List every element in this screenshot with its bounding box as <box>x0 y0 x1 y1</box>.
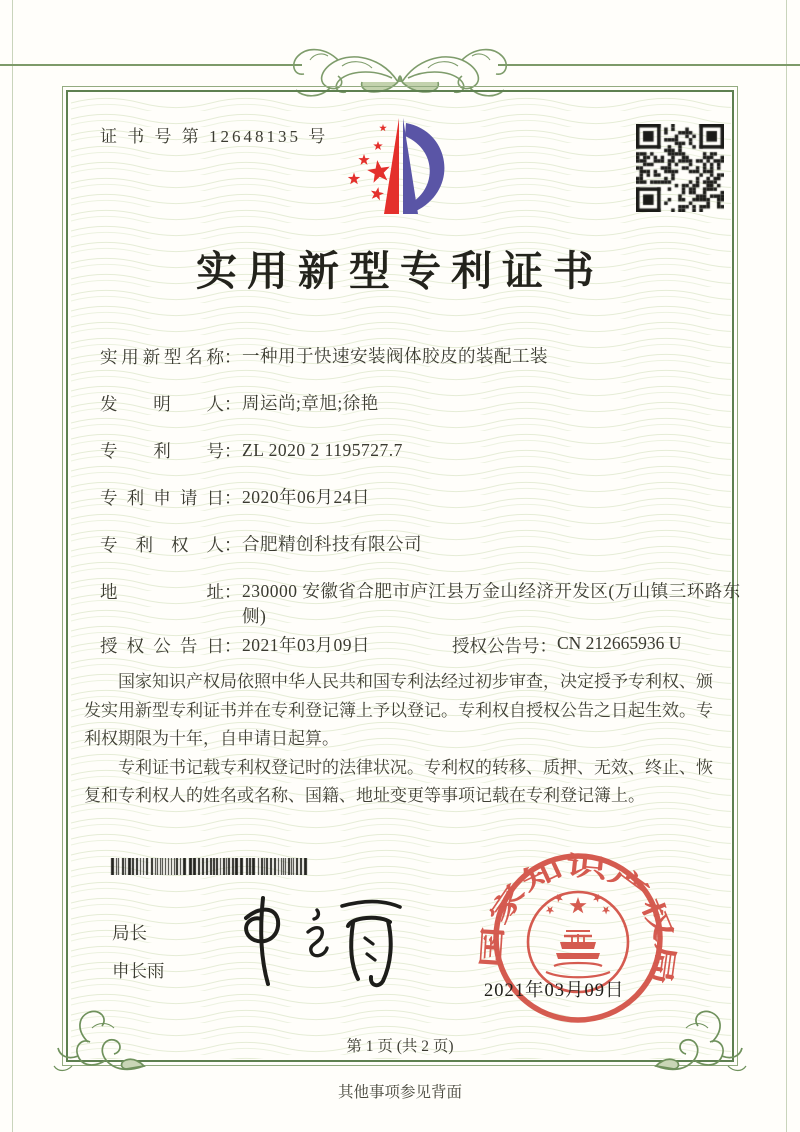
logo-spire-red <box>384 118 399 214</box>
cnipa-logo <box>333 110 473 234</box>
field-utility-model-name: 实用新型名称 ： 一种用于快速安装阀体胶皮的装配工装 <box>100 344 742 369</box>
field-patent-number: 专利号 ： ZL 2020 2 1195727.7 <box>100 438 742 463</box>
field-value: 一种用于快速安装阀体胶皮的装配工装 <box>242 346 548 366</box>
director-title: 局长 <box>112 923 147 943</box>
field-grant-date: 授权公告日 ： 2021年03月09日 <box>100 633 742 658</box>
field-label: 发明人 <box>100 394 224 414</box>
official-seal <box>476 846 680 1030</box>
certificate-number: 证 书 号 第 12648135 号 <box>100 127 329 146</box>
legal-paragraph-2: 专利证书记载专利权登记时的法律状况。专利权的转移、质押、无效、终止、恢复和专利权人的姓名或名称、国籍、地址变更等事项记载在专利登记簿上。 <box>84 757 713 805</box>
field-label: 专利申请日 <box>100 488 224 508</box>
svg-text:国家知识产权局 <box>477 851 680 987</box>
field-value: 2021年03月09日 <box>242 635 370 655</box>
seal-text: 国家知识产权局 <box>476 851 680 972</box>
legal-paragraph-1: 国家知识产权局依照中华人民共和国专利法经过初步审查，决定授予专利权、颁发实用新型专利证书并在专利登记簿上予以登记。专利权自授权公告之日起生效。专利权期限为十年，自申请日起算。 <box>84 672 713 748</box>
director-signature <box>222 886 417 994</box>
issue-date: 2021年03月09日 <box>484 981 625 1001</box>
field-label: 授权公告日 <box>100 636 224 656</box>
legal-text <box>84 668 726 811</box>
page-number: 第 1 页 (共 2 页) <box>346 1038 454 1055</box>
field-label: 授权公告号 <box>452 636 540 656</box>
director-block <box>112 914 165 990</box>
director-name: 申长雨 <box>112 961 165 981</box>
field-inventors: 发明人 ： 周运尚;章旭;徐艳 <box>100 391 742 416</box>
certificate-title: 实用新型专利证书 <box>196 248 604 294</box>
back-note: 其他事项参见背面 <box>337 1084 462 1101</box>
outer-border-top-left <box>0 64 302 66</box>
logo-stars <box>348 124 390 200</box>
field-grant-number: 授权公告号 ： CN 212665936 U <box>452 633 682 656</box>
outer-border-top-right <box>498 64 800 66</box>
field-address: 地址 ： 230000 安徽省合肥市庐江县万金山经济开发区(万山镇三环路东侧) <box>100 579 742 629</box>
field-value: ZL 2020 2 1195727.7 <box>242 440 403 460</box>
field-value: 合肥精创科技有限公司 <box>242 534 422 554</box>
barcode <box>110 858 310 875</box>
field-label: 地址 <box>100 582 224 602</box>
outer-border-right <box>786 0 787 1132</box>
outer-border-left <box>12 0 13 1132</box>
field-value: 2020年06月24日 <box>242 487 370 507</box>
field-label: 专利权人 <box>100 535 224 555</box>
field-value: CN 212665936 U <box>557 633 682 653</box>
field-value: 周运尚;章旭;徐艳 <box>242 393 379 413</box>
qr-code <box>636 124 724 212</box>
field-label: 专利号 <box>100 441 224 461</box>
field-value: 230000 安徽省合肥市庐江县万金山经济开发区(万山镇三环路东侧) <box>242 581 741 626</box>
field-label: 实用新型名称 <box>100 347 224 367</box>
field-application-date: 专利申请日 ： 2020年06月24日 <box>100 485 742 510</box>
field-patentee: 专利权人 ： 合肥精创科技有限公司 <box>100 532 742 557</box>
